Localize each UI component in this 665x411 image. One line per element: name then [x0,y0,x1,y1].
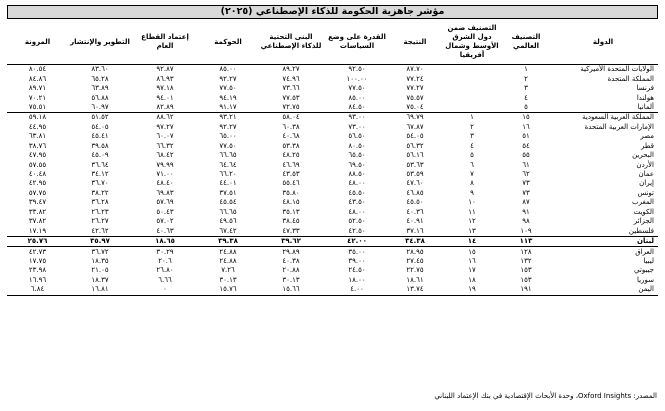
column-header: البنى التحتية للذكاء الإصطناعي [258,20,324,65]
table-row [7,113,658,123]
value-cell [440,74,504,83]
table-row [7,179,658,188]
value-cell: ٢٤.٨٨ [219,256,237,265]
table-row [7,236,658,246]
table-row [7,208,658,217]
value-cell: ٥٧.٦٩ [156,198,174,207]
value-cell: ٢ [470,122,474,131]
value-cell: ٥١ [522,132,530,141]
value-cell: ٢٨.٩٥ [406,247,424,256]
value-cell: ٧٣ [522,188,530,197]
value-cell: ٦٧.٨٧ [406,122,424,131]
value-cell: ٤٣.٥٣ [282,170,300,179]
value-cell: ٩٢.٢٧ [219,74,237,83]
value-cell: ١٣٢ [520,256,532,265]
value-cell: ٣٩.٠٠ [348,256,366,265]
country-cell: ألمانيا [637,102,654,111]
country-cell: هولندا [636,93,654,102]
value-cell: ٣٥.٨٠ [282,188,300,197]
value-cell: ٩ [470,188,474,197]
country-cell: لبنان [548,236,658,246]
value-cell: ٨٧.٧٠ [406,65,424,74]
value-cell: ١٩١ [504,285,548,295]
value-cell: ٩٢.٨٧ [156,65,174,74]
value-cell: ٧٥.٠٤ [406,102,424,111]
country-cell: مصر [640,132,654,141]
value-cell: ٨٤.٥٠ [348,102,366,111]
value-cell: ٩٨ [522,217,530,226]
value-cell: ٩٢.٥٠ [348,65,366,74]
value-cell: ٧٧.٥٠ [219,84,237,93]
value-cell: ١٦ [468,256,476,265]
value-cell: ٧٣.٦٦ [282,84,300,93]
value-cell: ٨٤.٨٦ [28,74,47,83]
value-cell [440,65,504,75]
value-cell: ٥٤ [522,141,530,150]
value-cell: ٤٢.٩٥ [28,179,47,188]
value-cell: ٢٠.٦ [158,256,172,265]
value-cell: ٧٣ [522,179,530,188]
value-cell: ٢٦.٨٠ [156,266,174,275]
value-cell: ٧٧.٥٠ [219,141,237,150]
country-cell: المغرب [632,198,654,207]
column-header: النتيجة [390,20,440,65]
value-cell: ٤٥.٥٠ [348,188,366,197]
value-cell: ٤٧.٦٠ [406,179,424,188]
table-row [7,189,658,198]
value-cell: ٤٥.٥٠ [406,198,424,207]
value-cell: ٤٧.٩٥ [28,151,47,160]
value-cell: ٤٧.٣٣ [282,226,300,235]
value-cell: ٤٦.٨٥ [406,188,424,197]
value-cell: ٣٦.٢٨ [91,198,109,207]
value-cell: ٧٧.٢٧ [406,84,424,93]
value-cell: ٥١.٥٢ [68,113,132,123]
value-cell: ٤.٠٠ [324,285,390,295]
value-cell: ٤٠.٣٨ [282,256,300,265]
table-row [7,93,658,102]
table-row [7,170,658,179]
value-cell: ٤٨.٠٠ [348,207,366,216]
value-cell: ٤٠.٣٦ [406,207,424,216]
value-cell: ٥ [524,102,528,111]
value-cell: ٣٨.٢٢ [91,188,109,197]
value-cell: ٣٣.٨٢ [28,207,47,216]
value-cell: ٤٥.٠٩ [91,151,109,160]
value-cell: ٧٠.٢١ [28,93,47,102]
value-cell: ٥٦.٥٠ [348,132,366,141]
value-cell: ٨ [470,179,474,188]
value-cell: ٢٢.٧٥ [406,266,424,275]
country-cell: الجزائر [633,217,654,226]
value-cell: ٦٥.٥٠ [348,151,366,160]
value-cell: ١٥ [504,113,548,123]
value-cell: ٦٢ [522,170,530,179]
value-cell: ٢٩.٨٩ [282,247,300,256]
column-header: إعتماد القطاع العام [132,20,198,65]
value-cell: ٧٥.٥٧ [406,93,424,102]
table-row [7,84,658,93]
country-cell: الولايات المتحدة الأميركية [580,65,654,74]
country-cell: سوريا [637,275,654,284]
table-body [7,65,658,296]
value-cell: ٤ [470,141,474,150]
value-cell: ١ [524,65,528,74]
value-cell: ١٥٣ [520,266,532,275]
value-cell: ٦٥.٢٨ [91,74,109,83]
value-cell: ٤٩.٥٦ [219,217,237,226]
value-cell: ٥٤.٠٥ [406,132,424,141]
value-cell: ٣٦.٧٢ [91,247,109,256]
value-cell [440,93,504,102]
value-cell: ١٦.٨١ [68,285,132,295]
value-cell: ٣٧.٨٢ [28,217,47,226]
value-cell: ٣٨.٧٦ [28,141,47,150]
table-row [7,266,658,275]
value-cell: ٤٤.٠١ [219,179,237,188]
value-cell: ٦٩.٧٩ [390,113,440,123]
country-cell: فلسطين [628,226,654,235]
value-cell: ٨٩.٢٧ [282,65,300,74]
value-cell: ٣٥.٠٠ [348,247,366,256]
value-cell: ٤٨.٢٥ [282,151,300,160]
value-cell: ٥٩.١٨ [7,113,68,123]
table-row [7,226,658,236]
table-row [7,74,658,83]
value-cell: ٦.٨٤ [7,285,68,295]
value-cell: ١١ [468,207,476,216]
value-cell: ١٠ [468,198,476,207]
value-cell: ٣٥.١٣ [282,207,300,216]
value-cell: ٦٥.٠٠ [219,132,237,141]
value-cell: ١١٣ [504,236,548,246]
value-cell: ٧٥.٥١ [28,102,47,111]
table-row [7,142,658,151]
value-cell: ١ [440,113,504,123]
value-cell: ١٨.٠٠ [348,275,366,284]
value-cell: ٩٧.١٨ [156,84,174,93]
value-cell: ٦٧.٤٢ [219,226,237,235]
value-cell: ١٠٠.٠٠ [346,74,368,83]
value-cell [440,103,504,113]
value-cell: ٥٧.٠٢ [156,217,174,226]
value-cell: ٤٣.٥٠ [348,198,366,207]
value-cell: ٠ [132,285,198,295]
value-cell: ١٠٩ [520,226,532,235]
table-row [7,276,658,285]
value-cell: ٣٦.٧٠ [91,179,109,188]
value-cell: ١٦ [522,122,530,131]
value-cell: ٦٩.٨٣ [156,188,174,197]
value-cell: ٨٨.٥٠ [348,170,366,179]
value-cell: ٦٤.٦٤ [219,160,237,169]
column-header: التصنيف العالمي [504,20,548,65]
value-cell: ٣٠.١٣ [282,275,300,284]
value-cell: ١٨.٦٥ [132,236,198,246]
value-cell: ٥٥.٤٦ [282,179,300,188]
value-cell: ٥٣.٥٩ [406,170,424,179]
value-cell: ١٦.٩٦ [28,275,47,284]
country-cell: جيبوتي [634,266,654,275]
value-cell: ٥٤.٠٥ [91,122,109,131]
source-note: المصدر: Oxford Insights، وحدة الأبحاث الإقتصادية في بنك الإعتماد اللبناني [434,392,657,400]
value-cell: ٣٩.٥٨ [91,141,109,150]
value-cell: ٩٣.٢١ [198,113,258,123]
value-cell: ٩٧.٢٧ [156,122,174,131]
value-cell: ٤٢.٥٠ [348,226,366,235]
table-row [7,65,658,75]
value-cell: ١٨ [468,275,476,284]
value-cell: ٣٧.١٦ [406,226,424,235]
value-cell: ٨٨.٦٢ [132,113,198,123]
value-cell: ٨٥.٠٠ [219,65,237,74]
table-row [7,217,658,226]
value-cell: ١٨.٣٥ [91,256,109,265]
value-cell: ٣٩.٣٨ [198,236,258,246]
value-cell: ٩١ [522,207,530,216]
value-cell: ٧.٢٦ [221,266,235,275]
value-cell: ٦٦.٢٠ [219,170,237,179]
value-cell: ٥٨.٠٤ [258,113,324,123]
value-cell: ٦.٦٦ [158,275,172,284]
value-cell: ٧٧.٥٠ [348,84,366,93]
country-cell: البحرين [632,151,654,160]
value-cell: ٧٧.٢٤ [406,74,424,83]
value-cell: ٣٨.٤٥ [282,217,300,226]
value-cell: ٥٦.٣٢ [406,141,424,150]
column-header: المرونة [7,20,68,65]
value-cell: ٤٠.٩١ [406,217,424,226]
value-cell: ١٨.٦١ [406,275,424,284]
column-header: الدولة [548,20,658,65]
value-cell: ٤٢.٧٣ [28,247,47,256]
value-cell: ٤٨.١٥ [282,198,300,207]
country-cell: ليبيا [643,256,654,265]
value-cell: ١٥.٦٦ [258,285,324,295]
value-cell: ٤٨.٤٠ [156,179,174,188]
column-header: التطوير والإنتشار [68,20,132,65]
value-cell: ٣٩.٦٢ [258,236,324,246]
value-cell: ٧٧.٥٣ [282,93,300,102]
table-row [7,285,658,295]
country-cell: العراق [635,247,654,256]
column-header: التصنيف ضمن دول الشرق الأوسط وشمال أفريقيا [440,20,504,65]
value-cell: ٥٧.٥٥ [28,160,47,169]
value-cell: ٣٤.١٢ [91,170,109,179]
table-row [7,160,658,169]
value-cell: ٨٩.٧١ [28,84,47,93]
value-cell: ٣٥.٩٧ [68,236,132,246]
value-cell: ٢٦.٢٧ [91,217,109,226]
value-cell: ٦٩.٥٠ [348,160,366,169]
value-cell: ٣ [524,84,528,93]
value-cell [440,84,504,93]
value-cell: ٤٤.٩٥ [28,122,47,131]
value-cell: ٦ [470,160,474,169]
country-cell: عمان [638,170,654,179]
value-cell: ٥٠.٤٣ [156,207,174,216]
value-cell: ٨٢.٨٩ [156,102,174,111]
value-cell: ٢٣.٩٨ [28,266,47,275]
country-cell: قطر [641,141,654,150]
value-cell: ١٧.٧٥ [28,256,47,265]
value-cell: ٦٣.٨٩ [91,84,109,93]
value-cell: ٦٠.٠٧ [156,132,174,141]
value-cell: ٧ [470,170,474,179]
country-cell: المملكة المتحدة [607,74,654,83]
value-cell: ٨٥.٠٠ [348,93,366,102]
value-cell: ٦٦.٦٥ [219,151,237,160]
value-cell: ٨٠.٥٤ [28,65,47,74]
value-cell: ٨٣.٦٠ [91,65,109,74]
value-cell: ١٢٨ [520,247,532,256]
table-row [7,151,658,160]
value-cell: ١٧.١٩ [28,226,47,235]
table-row [7,132,658,141]
value-cell: ٥٦.٨٨ [91,93,109,102]
value-cell: ٣٠.١٣ [219,275,237,284]
table-row [7,123,658,132]
value-cell: ١٨.٣٧ [91,275,109,284]
value-cell: ٨٧ [522,198,530,207]
value-cell: ٩٣.٠٠ [324,113,390,123]
value-cell: ١٣ [468,226,476,235]
value-cell: ١٤ [440,236,504,246]
value-cell: ١٧ [468,266,476,275]
value-cell: ٢٠.٨٨ [282,266,300,275]
table-title: مؤشر جاهزية الحكومة للذكاء الإصطناعي (٢٠٢٥) [7,5,658,19]
value-cell: ٧١.٠٠ [156,170,174,179]
value-cell: ٥٣.٣٨ [282,141,300,150]
value-cell: ٢ [524,74,528,83]
value-cell: ٤٠.٤٨ [28,170,47,179]
value-cell: ٣٧.٥١ [219,188,237,197]
value-cell: ٣٩.٤٧ [28,198,47,207]
value-cell: ٥٣.٦٣ [406,160,424,169]
value-cell: ٣ [470,132,474,141]
value-cell: ٦٨.٤٢ [156,151,174,160]
column-header: الحوكمة [198,20,258,65]
column-header: القدرة على وضع السياسات [324,20,390,65]
value-cell: ٦٣.٨١ [28,132,47,141]
value-cell: ٤٢.٦٢ [91,226,109,235]
table-row [7,103,658,113]
value-cell: ٦٦.٣٢ [156,141,174,150]
value-cell: ٩٤.١٩ [219,93,237,102]
table-row [7,257,658,266]
value-cell: ٧٩.٩٩ [156,160,174,169]
value-cell: ٢٤.٨٨ [219,247,237,256]
value-cell: ١٢ [468,217,476,226]
value-cell: ٩٤.٠١ [156,93,174,102]
value-cell: ٥٥ [522,151,530,160]
value-cell: ١٣.٧٤ [390,285,440,295]
value-cell: ٤٦.٦٩ [282,160,300,169]
ai-readiness-table [7,20,658,296]
value-cell: ٦١ [522,160,530,169]
value-cell: ٥٦.١٦ [406,151,424,160]
value-cell: ٧٣.٠٠ [348,122,366,131]
value-cell: ٣٠.٢٩ [156,247,174,256]
value-cell: ٨٦.٩٣ [156,74,174,83]
country-cell: الكويت [633,207,654,216]
value-cell: ٧٢.٧٥ [282,102,300,111]
value-cell: ٩٢.٢٧ [219,122,237,131]
table-row [7,247,658,257]
value-cell: ٦٠.٩٧ [91,102,109,111]
value-cell: ١٥٣ [520,275,532,284]
country-cell: إيران [639,179,654,188]
country-cell: فرنسا [636,84,654,93]
value-cell: ١٥.٧٦ [198,285,258,295]
value-cell: ٢٧.٤٥ [406,256,424,265]
value-cell: ٨٠.٥٠ [348,141,366,150]
country-cell: الأردن [636,160,654,169]
value-cell: ٢١.٠٥ [91,266,109,275]
header-row [7,20,658,65]
value-cell: ٥٢.٥٠ [348,217,366,226]
value-cell: ٧٤.٩٦ [282,74,300,83]
value-cell: ٢٥.٧٦ [7,236,68,246]
value-cell: ٩١.١٧ [219,102,237,111]
value-cell: ١٥ [468,247,476,256]
country-cell: المملكة العربية السعودية [548,113,658,123]
value-cell: ٦٦.٦٥ [219,207,237,216]
value-cell: ٢٤.٥٠ [348,266,366,275]
value-cell: ٣٤.٣٨ [390,236,440,246]
value-cell: ٥ [470,151,474,160]
value-cell: ٤٢.٠٠ [324,236,390,246]
value-cell: ٤٨.٠٠ [348,179,366,188]
value-cell: ٣٦.٦٤ [91,160,109,169]
country-cell: الإمارات العربية المتحدة [584,122,654,131]
value-cell: ١٩ [440,285,504,295]
country-cell: اليمن [548,285,658,295]
value-cell: ٤٥.٤١ [91,132,109,141]
country-cell: تونس [637,188,654,197]
value-cell: ٤٥.٥٤ [219,198,237,207]
value-cell: ٤ [524,93,528,102]
table-row [7,198,658,207]
value-cell: ٤٠.٦٨ [282,132,300,141]
value-cell: ٦٠.٣٨ [282,122,300,131]
value-cell: ٤٠.٦٣ [156,226,174,235]
value-cell: ٢٦.٢٣ [91,207,109,216]
value-cell: ٥٧.٧٥ [28,188,47,197]
